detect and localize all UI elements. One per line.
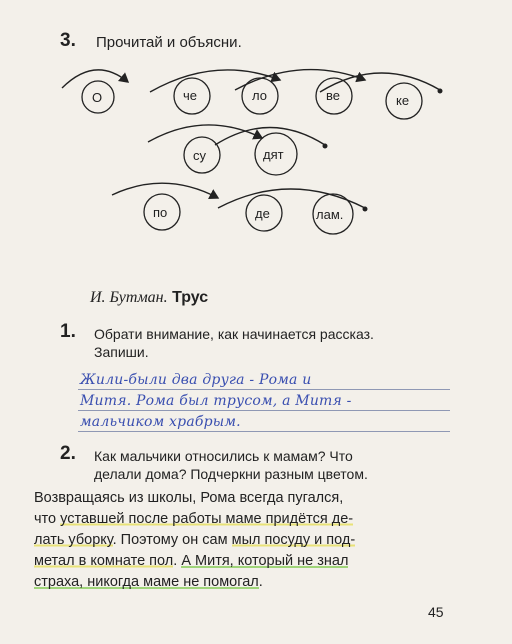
task1-line2: Запиши. xyxy=(94,344,149,360)
page-number: 45 xyxy=(428,604,444,620)
story-line-4: метал в комнате пол. А Митя, который не знал xyxy=(34,553,349,569)
highlight-yellow: уставшей после работы маме придётся де- xyxy=(60,511,354,527)
task2-number: 2. xyxy=(60,443,76,464)
task3-instruction: Прочитай и объясни. xyxy=(96,34,242,51)
highlight-yellow: метал в комнате пол xyxy=(34,553,174,569)
syllable-diagram xyxy=(0,0,512,240)
answer-handwriting-1: Жили-были два друга - Рома и xyxy=(80,372,312,388)
highlight-yellow: лать уборку xyxy=(34,532,113,548)
syllable-de: де xyxy=(255,206,270,221)
task1-line1: Обрати внимание, как начинается рассказ. xyxy=(94,326,374,342)
highlight-green: А Митя, который не знал xyxy=(181,553,349,569)
answer-handwriting-2: Митя. Рома был трусом, а Митя - xyxy=(80,393,352,409)
story-title: Трус xyxy=(172,289,209,306)
answer-handwriting-3: мальчиком храбрым. xyxy=(80,414,241,430)
highlight-yellow: мыл посуду и под- xyxy=(231,532,356,548)
arc-8 xyxy=(218,189,365,208)
arc-5 xyxy=(148,125,262,142)
syllable-ve: ве xyxy=(326,88,340,103)
arc-7 xyxy=(112,183,218,198)
task3-number: 3. xyxy=(60,30,76,51)
syllable-o: О xyxy=(92,90,103,105)
syllable-lam: лам. xyxy=(316,207,344,222)
syllable-dyat: дят xyxy=(263,147,284,162)
syllable-ke: ке xyxy=(396,93,410,108)
story-text xyxy=(34,488,454,593)
syllable-su: су xyxy=(193,148,206,163)
story-line-2: что уставшей после работы маме придётся де- xyxy=(34,511,354,527)
highlight-green: страха, никогда маме не помогал xyxy=(34,574,259,590)
syllable-lo: ло xyxy=(252,88,267,103)
story-author: И. Бутман. xyxy=(90,289,168,306)
story-line-1: Возвращаясь из школы, Рома всегда пугался, xyxy=(34,490,344,506)
story-line-3: лать уборку. Поэтому он сам мыл посуду и под- xyxy=(34,532,356,548)
task2-line2: делали дома? Подчеркни разным цветом. xyxy=(94,466,368,482)
syllable-po: по xyxy=(153,205,168,220)
task1-number: 1. xyxy=(60,321,76,342)
arc-6 xyxy=(215,128,325,146)
story-line-5: страха, никогда маме не помогал. xyxy=(34,574,263,590)
story-header xyxy=(90,289,208,307)
task2-line1: Как мальчики относились к мамам? Что xyxy=(94,448,353,464)
syllable-che: че xyxy=(183,88,198,103)
arc-1 xyxy=(62,70,128,88)
